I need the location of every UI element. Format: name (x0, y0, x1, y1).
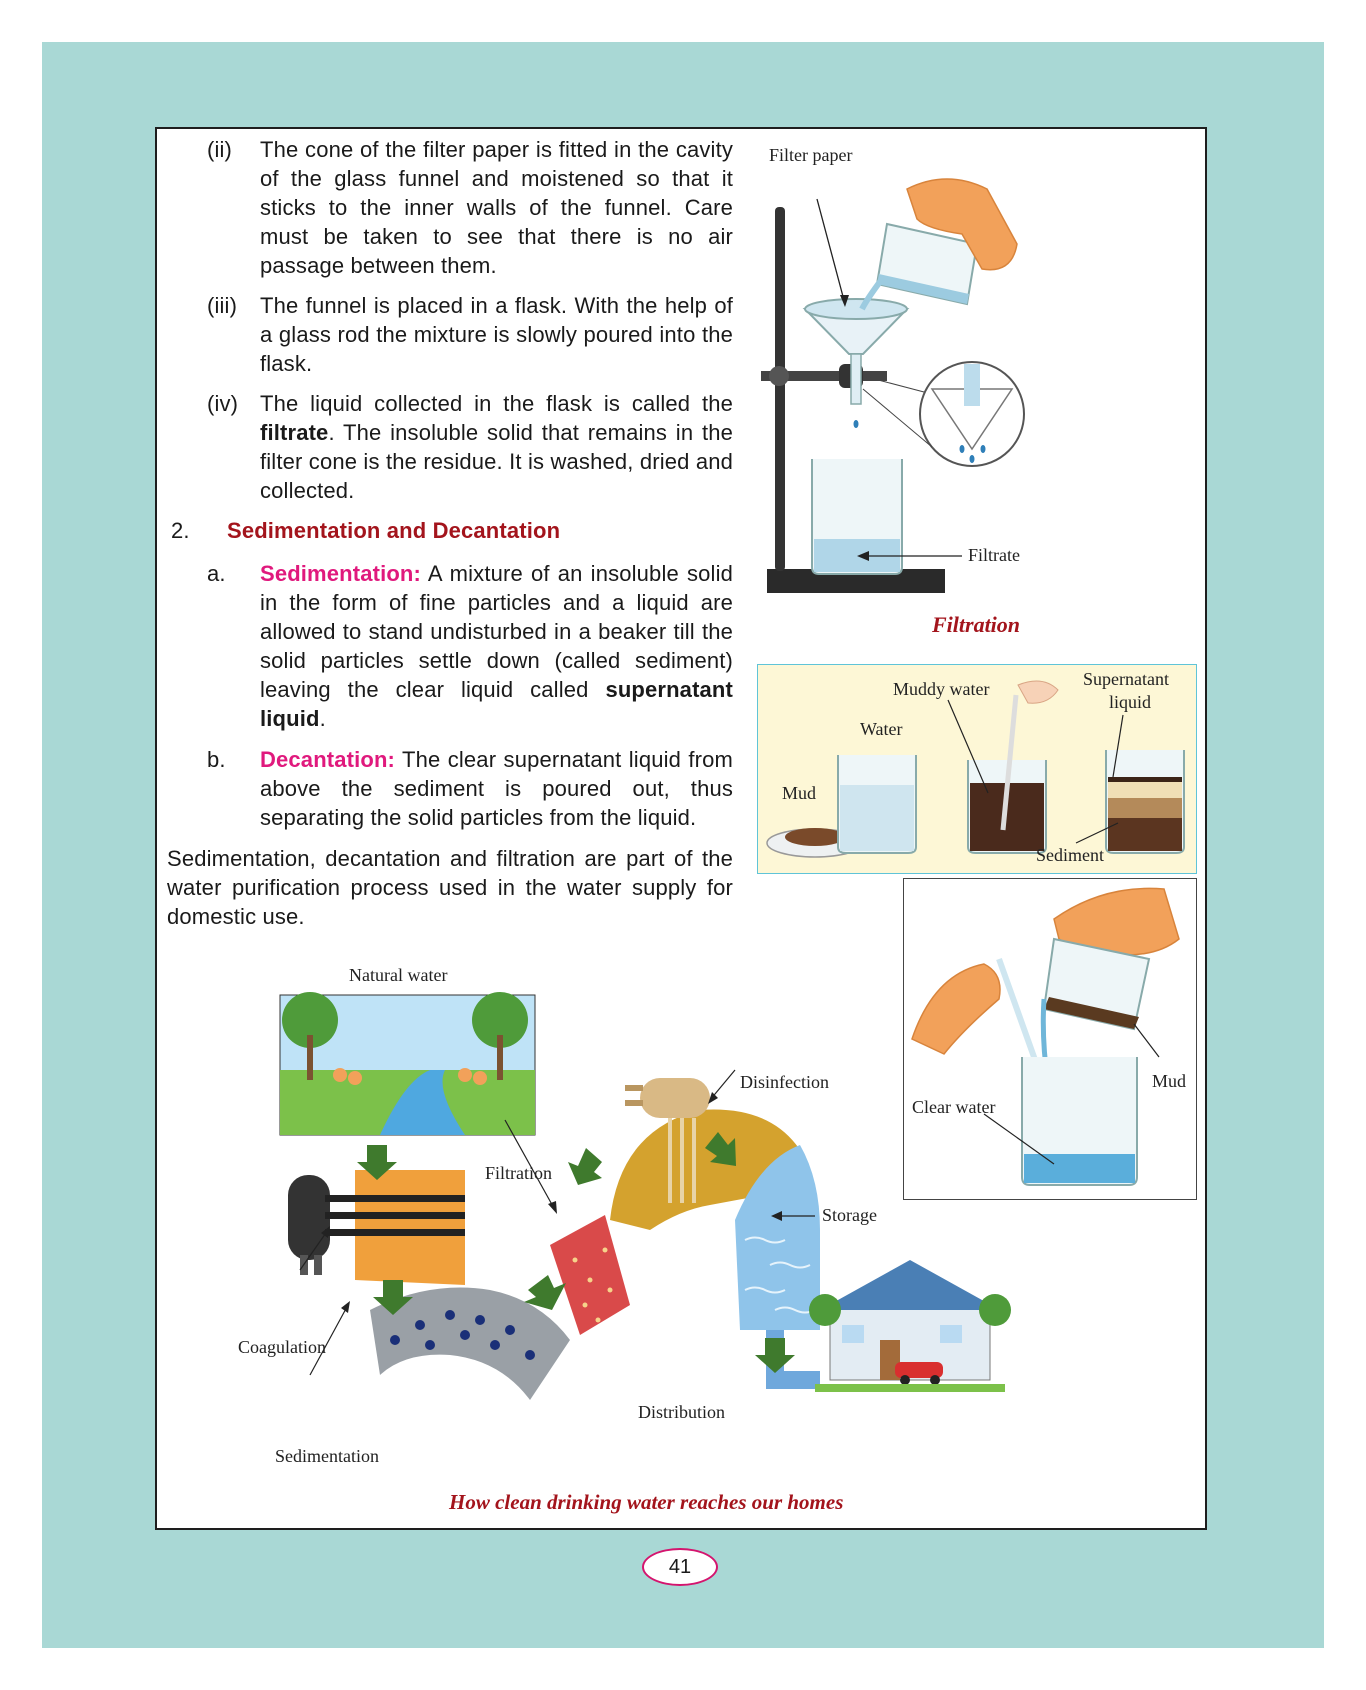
muddy-water-panel (757, 664, 1197, 874)
clear-water-label: Clear water (912, 1097, 996, 1117)
section-heading (167, 516, 733, 545)
step-text-part: . The insoluble solid that remains in the filter cone is the residue. It is washed, dried and collected. (260, 420, 733, 503)
subitem-text (260, 559, 733, 733)
step-number: (iii) (207, 293, 238, 318)
supernatant-term: supernatant liquid (260, 677, 733, 731)
coagulation-label: Coagulation (238, 1337, 326, 1357)
supernatant-label: Supernatant (1083, 669, 1169, 689)
step-number: (ii) (207, 137, 233, 162)
disinfection-label: Disinfection (740, 1072, 829, 1092)
distribution-label: Distribution (638, 1402, 726, 1422)
filtration-caption: Filtration (932, 612, 1021, 637)
step-text: The funnel is placed in a flask. With the help of a glass rod the mixture is slowly poured into the flask. (260, 293, 733, 376)
water-label: Water (860, 719, 903, 739)
subitem-text-part: The clear supernatant liquid from above the sediment is poured out, thus separating the solid particles from the liquid. (260, 747, 733, 830)
section-title: Sedimentation and Decantation (227, 518, 561, 543)
muddy-water-label: Muddy water (893, 679, 990, 699)
subitem-letter: a. (207, 561, 226, 586)
pour-mud-label: Mud (1152, 1071, 1187, 1091)
subitem-text (260, 745, 733, 832)
step-text: The cone of the filter paper is fitted in the cavity of the glass funnel and moistened so that it sticks to the inner walls of the funnel. Care must be taken to see that there is no air passage between them. (260, 137, 733, 278)
filtration-illustration (757, 149, 1177, 619)
closing-paragraph: Sedimentation, decantation and filtration are part of the water purification process used in the water supply for domestic use. (167, 846, 733, 929)
filtrate-label: Filtrate (968, 545, 1020, 565)
storage-label: Storage (822, 1205, 877, 1225)
sedimentation-term: Sedimentation: (260, 561, 421, 586)
step-text (260, 389, 733, 505)
sedimentation-stage-label: Sedimentation (275, 1446, 379, 1466)
subitem-text-part: A mixture of an insoluble solid in the form of fine particles and a liquid are allowed to stand undisturbed in a beaker till the solid particles settle down (called sediment) leaving the clear liquid called (260, 561, 733, 702)
step-number: (iv) (207, 391, 239, 416)
section-number: 2. (171, 518, 190, 543)
subitem-text-part: . (319, 706, 326, 731)
filter-paper-label: Filter paper (769, 145, 853, 165)
page-number: 41 (642, 1548, 718, 1586)
natural-water-label: Natural water (349, 965, 448, 985)
filtrate-term: filtrate (260, 420, 329, 445)
sediment-label: Sediment (1036, 845, 1104, 865)
mud-label: Mud (782, 783, 817, 803)
filtration-stage-label: Filtration (485, 1163, 552, 1183)
subitem-sedimentation (167, 559, 733, 733)
step-ii (167, 135, 733, 280)
subitem-decantation (167, 745, 733, 832)
subitem-letter: b. (207, 747, 226, 772)
text-column (167, 135, 733, 931)
supernatant-liquid-label: liquid (1109, 692, 1152, 712)
step-text-part: The liquid collected in the flask is called the (260, 391, 733, 416)
step-iv (167, 389, 733, 505)
decantation-term: Decantation: (260, 747, 396, 772)
process-caption: How clean drinking water reaches our homes (449, 1490, 844, 1514)
step-iii (167, 291, 733, 378)
